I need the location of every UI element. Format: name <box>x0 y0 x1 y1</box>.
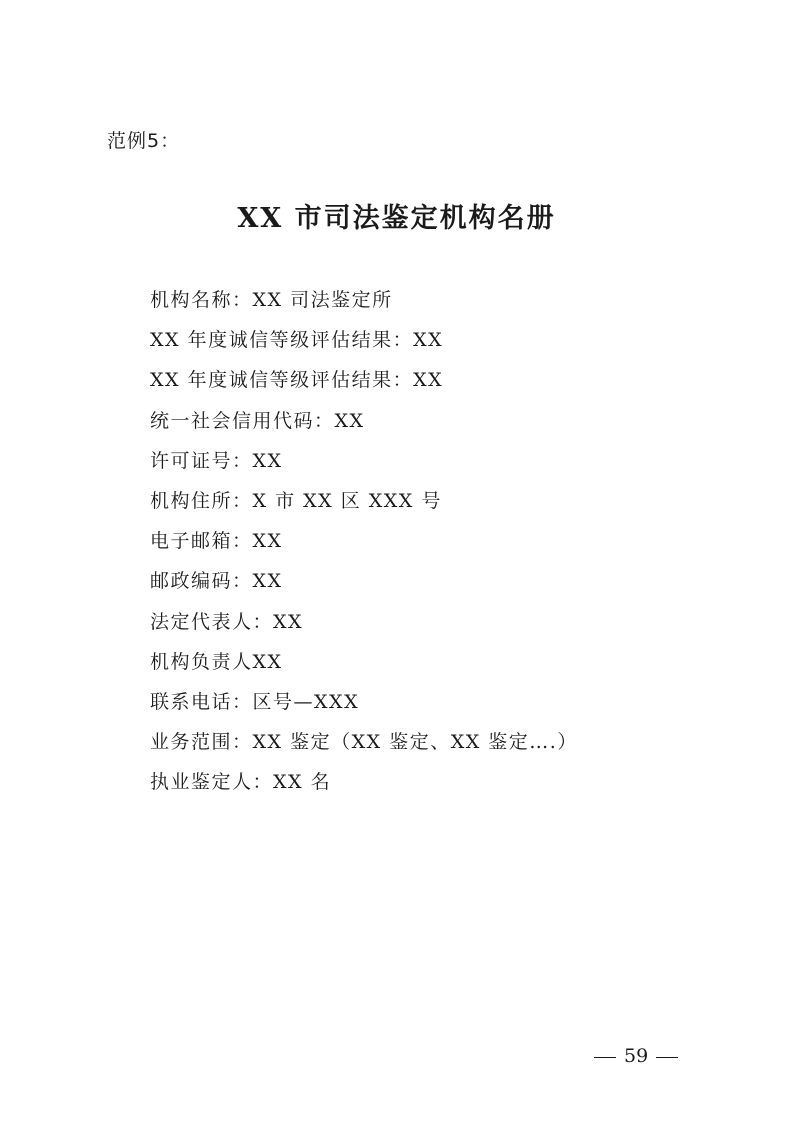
field-label: 机构住所： <box>150 489 253 512</box>
field-address <box>150 484 578 524</box>
field-phone <box>150 685 578 725</box>
page-number <box>586 1045 686 1067</box>
field-label: 业务范围： <box>150 731 253 754</box>
field-label: XX 年度诚信等级评估结果： <box>150 329 414 352</box>
field-value: XX <box>273 610 304 633</box>
field-label: 机构名称： <box>150 289 253 311</box>
field-value: XX <box>413 369 444 392</box>
field-value: XX <box>252 449 283 472</box>
field-value: XX <box>252 570 283 593</box>
field-email <box>150 524 578 564</box>
field-value: XX <box>252 530 283 553</box>
field-label: 联系电话： <box>150 690 253 713</box>
field-value: XX <box>334 409 365 432</box>
field-integrity-rating <box>150 323 578 363</box>
example-label: 范例5： <box>107 130 181 152</box>
field-label: 许可证号： <box>150 449 253 472</box>
field-integrity-rating <box>150 363 578 403</box>
field-label: 机构负责人 <box>150 650 253 673</box>
field-label: 电子邮箱： <box>150 530 253 553</box>
field-credit-code <box>150 404 578 444</box>
field-legal-representative <box>150 605 578 645</box>
field-practicing-appraisers <box>150 765 578 805</box>
field-value: X 市 XX 区 XXX 号 <box>252 489 442 512</box>
dash-right <box>656 1057 678 1058</box>
field-person-in-charge <box>150 645 578 685</box>
field-value: XX 司法鉴定所 <box>252 289 393 311</box>
dash-left <box>594 1057 616 1058</box>
field-label: 执业鉴定人： <box>150 771 274 794</box>
field-value: XX <box>413 329 444 352</box>
field-label: XX 年度诚信等级评估结果： <box>150 369 414 392</box>
field-institution-name <box>150 283 578 323</box>
field-label: 统一社会信用代码： <box>150 409 335 432</box>
registry-field-list <box>150 283 578 805</box>
page-number-value: 59 <box>624 1045 649 1067</box>
field-postal-code <box>150 564 578 604</box>
field-value: 区号—XXX <box>252 690 360 713</box>
field-label: 法定代表人： <box>150 610 274 633</box>
field-value: XX 名 <box>273 771 332 794</box>
field-value: XX 鉴定（XX 鉴定、XX 鉴定….） <box>252 731 578 754</box>
field-value: XX <box>252 650 283 673</box>
field-license-number <box>150 444 578 484</box>
document-title: XX 市司法鉴定机构名册 <box>237 203 556 234</box>
field-label: 邮政编码： <box>150 570 253 593</box>
field-business-scope <box>150 725 578 765</box>
